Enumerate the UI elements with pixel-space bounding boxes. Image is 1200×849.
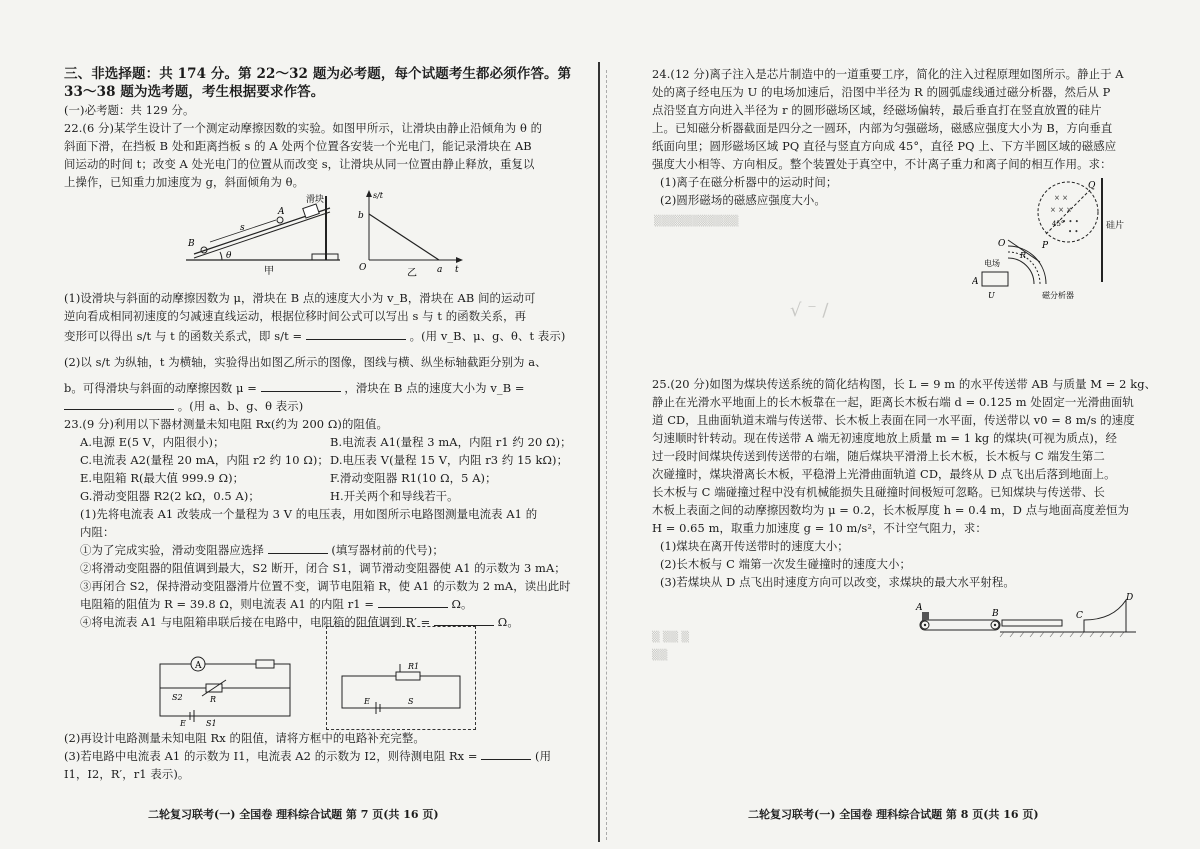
q25-ask-2: (2)长木板与 C 端第一次发生碰撞时的速度大小； [660, 557, 912, 571]
q24-text-6: 强度大小相等、方向相反。整个装置处于真空中，不计离子重力和离子间的相互作用。求： [652, 157, 1112, 171]
efield-label: 电场 [984, 259, 1000, 268]
q24-text-1: 24.(12 分)离子注入是芯片制造中的一道重要工序，简化的注入过程原理如图所示。静止于 A [652, 67, 1124, 81]
q22-part2-3-text: 。(用 a、b、g、θ 表示) [177, 399, 304, 413]
label-D: D [1126, 593, 1134, 603]
label-A: A [278, 207, 285, 217]
q23-item-g: G.滑动变阻器 R2(2 kΩ，0.5 A)； [80, 489, 260, 503]
q23-step1-5: ③再闭合 S2，保持滑动变阻器滑片位置不变，调节电阻箱 R，使 A1 的示数为 2 mA，读出此时 [80, 579, 571, 593]
svg-text:• •: • • [1068, 228, 1079, 236]
svg-text:• • •: • • • [1062, 218, 1079, 226]
bleed-through-mark: √ ⁻ ∕ [790, 300, 829, 321]
q22-part1-2: 逆向看成相同初速度的匀减速直线运动，根据位移时间公式可以写出 s 与 t 的函数关系，再 [64, 309, 527, 323]
q23-step1-3-end: (填写器材前的代号)； [331, 543, 444, 557]
svg-text:× ×: × × [1054, 194, 1068, 202]
label-P: P [1042, 241, 1049, 251]
section-title-line-1: 三、非选择题：共 174 分。第 22～32 题为必考题，每个试题考生都必须作答。第 [64, 66, 572, 82]
fig-jia-caption: 甲 [264, 266, 274, 277]
q23-step1-6 [80, 596, 472, 613]
q22-part2-2-mid: ，滑块在 B 点的速度大小为 v_B = [344, 381, 525, 395]
q23-step3-1-text: (3)若电路中电流表 A1 的示数为 I1，电流表 A2 的示数为 I2，则待测电阻 Rx = [64, 749, 478, 763]
q23-step1-7-text: ④将电流表 A1 与电阻箱串联后接在电路中，电阻箱的阻值调到 R′ = [80, 615, 431, 629]
q23-step1-3 [80, 542, 444, 559]
circuit-diagram-2 [336, 660, 466, 720]
answer-blank[interactable] [378, 596, 448, 608]
bleed-through-text: ▒▒▒▒▒▒▒▒▒▒▒ [654, 216, 739, 227]
q25-text-9: H = 0.65 m，取重力加速度 g = 10 m/s²，不计空气阻力，求： [652, 521, 987, 535]
q24-ask-2: (2)圆形磁场的磁感应强度大小。 [660, 193, 826, 207]
q23-item-d: D.电压表 V(量程 15 V，内阻 r3 约 15 kΩ)； [330, 453, 569, 467]
q23-step1-4: ②将滑动变阻器的阻值调到最大，S2 断开，闭合 S1，调节滑动变阻器使 A1 的示数为 3 mA； [80, 561, 566, 575]
q23-item-f: F.滑动变阻器 R1(10 Ω，5 A)； [330, 471, 497, 485]
answer-blank[interactable] [64, 398, 174, 410]
answer-blank[interactable] [434, 614, 494, 626]
x-axis-label: t [455, 265, 459, 275]
required-heading: (一)必考题：共 129 分。 [64, 103, 195, 117]
q22-part1-1: (1)设滑块与斜面的动摩擦因数为 μ，滑块在 B 点的速度大小为 v_B，滑块在 AB 间的运动可 [64, 291, 536, 305]
conveyor-figure [908, 592, 1148, 642]
q22-part2-2 [64, 380, 525, 397]
answer-blank[interactable] [268, 542, 328, 554]
st-graph [355, 188, 465, 278]
incline-figure [180, 188, 350, 278]
q23-item-e: E.电阻箱 R(最大值 999.9 Ω)； [80, 471, 245, 485]
q22-text-4: 上操作，已知重力加速度为 g，斜面倾角为 θ。 [64, 175, 305, 189]
q25-text-1: 25.(20 分)如图为煤块传送系统的简化结构图，长 L = 9 m 的水平传送带 AB 与质量 M = 2 kg、 [652, 377, 1157, 391]
label-theta: θ [226, 251, 232, 261]
q25-text-7: 长木板与 C 端碰撞过程中没有机械能损失且碰撞时间极短可忽略。已知煤块与传送带、长 [652, 485, 1105, 499]
q25-text-2: 静止在光滑水平地面上的长木板靠在一起，距离长木板右端 d = 0.125 m 处固定一光滑曲面轨 [652, 395, 1134, 409]
q23-step3-2: I1，I2，R′，r1 表示)。 [64, 767, 190, 781]
q22-text-2: 斜面下滑，在挡板 B 处和距离挡板 s 的 A 处两个位置各安装一个光电门，能记录滑块在 AB [64, 139, 532, 153]
q22-part1-3-text: 变形可以得出 s/t 与 t 的函数关系式，即 s/t = [64, 329, 303, 343]
q22-part2-3 [64, 398, 303, 415]
q24-text-2: 处的离子经电压为 U 的电场加速后，沿图中半径为 R 的圆弧虚线通过磁分析器，然后从 P [652, 85, 1111, 99]
q23-step3-1 [64, 748, 551, 765]
label-C: C [1076, 611, 1083, 621]
slider-label: 滑块 [306, 195, 325, 205]
page-footer-right: 二轮复习联考(一) 全国卷 理科综合试题 第 8 页(共 16 页) [748, 808, 1039, 821]
q25-ask-1: (1)煤块在离开传送带时的速度大小； [660, 539, 849, 553]
q24-text-5: 纸面向里；圆形磁场区域 PQ 直径与竖直方向成 45°，直径 PQ 上、下方半圆区域的磁感应 [652, 139, 1117, 153]
q23-step3-1-end: (用 [535, 749, 552, 763]
label-R: R [210, 695, 217, 704]
bleed-through-text-2: ▒ ▒▒ ▒ [652, 632, 690, 643]
q23-item-b: B.电流表 A1(量程 3 mA，内阻 r1 约 20 Ω)； [330, 435, 572, 449]
wafer-label: 硅片 [1106, 221, 1125, 231]
q23-step1-6-end: Ω。 [451, 597, 473, 611]
label-B: B [188, 239, 195, 249]
q25-text-6: 次碰撞时，煤块滑离长木板，平稳滑上光滑曲面轨道 CD，最终从 D 点飞出后落到地面上。 [652, 467, 1116, 481]
q22-part2-1: (2)以 s/t 为纵轴，t 为横轴，实验得出如图乙所示的图像，图线与横、纵坐标轴截距分别为 a、 [64, 355, 547, 369]
circuit-diagram-1 [150, 650, 310, 728]
label-U: U [988, 291, 995, 300]
label-a: a [437, 265, 443, 275]
ion-implant-figure [972, 172, 1142, 302]
label-b: b [358, 211, 364, 221]
q23-item-c: C.电流表 A2(量程 20 mA，内阻 r2 约 10 Ω)； [80, 453, 329, 467]
q25-text-4: 匀速顺时针转动。现在传送带 A 端无初速度地放上质量 m = 1 kg 的煤块(可视为质点)，经 [652, 431, 1117, 445]
q22-part2-2-text: b。可得滑块与斜面的动摩擦因数 μ = [64, 381, 257, 395]
answer-blank[interactable] [261, 380, 341, 392]
label-S2: S2 [172, 693, 183, 702]
q25-text-8: 木板上表面之间的动摩擦因数均为 μ = 0.2，长木板厚度 h = 0.4 m，D 点与地面高度差恒为 [652, 503, 1130, 517]
q23-step2: (2)再设计电路测量未知电阻 Rx 的阻值，请将方框中的电路补充完整。 [64, 731, 425, 745]
analyzer-label: 磁分析器 [1042, 291, 1074, 300]
page-footer-left: 二轮复习联考(一) 全国卷 理科综合试题 第 7 页(共 16 页) [148, 808, 439, 821]
label-O: O [359, 263, 367, 273]
label-A-ion: A [972, 277, 979, 287]
label-R-radius: R [1020, 251, 1027, 260]
label-O: O [998, 239, 1006, 249]
q22-part1-3-end: 。(用 v_B、μ、g、θ、t 表示) [409, 329, 566, 343]
label-S: S [408, 697, 414, 706]
q24-text-4: 上。已知磁分析器截面是四分之一圆环，内部为匀强磁场，磁感应强度大小为 B，方向垂直 [652, 121, 1113, 135]
q25-ask-3: (3)若煤块从 D 点飞出时速度方向可以改变，求煤块的最大水平射程。 [660, 575, 1015, 589]
answer-blank[interactable] [481, 748, 531, 760]
q23-step1-7-end: Ω。 [497, 615, 519, 629]
label-R1: R1 [408, 662, 420, 671]
label-E2: E [364, 697, 370, 706]
label-s: s [240, 223, 245, 233]
q25-text-3: 道 CD，且曲面轨道末端与传送带、长木板上表面在同一水平面，传送带以 v0 = 8 m/s 的速度 [652, 413, 1135, 427]
section-title-line-2: 33～38 题为选考题，考生根据要求作答。 [64, 84, 325, 100]
q22-part1-3 [64, 328, 565, 345]
right-page [600, 0, 1200, 849]
y-axis-label: s/t [373, 191, 384, 200]
q25-text-5: 过一段时间煤块传送到传送带的右端，随后煤块平滑滑上长木板，长木板与 C 端发生第二 [652, 449, 1105, 463]
label-B-belt: B [992, 609, 999, 619]
q23-step1-2: 内阻： [80, 525, 115, 539]
label-A-belt: A [916, 603, 923, 613]
angle-label: 45° [1052, 220, 1065, 228]
q23-step1-1: (1)先将电流表 A1 改装成一个量程为 3 V 的电压表，用如图所示电路图测量电流表 A1 的 [80, 507, 538, 521]
label-E: E [180, 719, 186, 728]
q23-item-a: A.电源 E(5 V，内阻很小)； [80, 435, 225, 449]
q23-item-h: H.开关两个和导线若干。 [330, 489, 459, 503]
q22-text-1: 22.(6 分)某学生设计了一个测定动摩擦因数的实验。如图甲所示，让滑块由静止沿倾角为 θ 的 [64, 121, 543, 135]
bleed-through-text-3: ▒▒ [652, 650, 668, 661]
fig-yi-caption: 乙 [407, 268, 417, 278]
label-S1: S1 [206, 719, 217, 728]
q22-text-3: 间运动的时间 t；改变 A 处光电门的位置从而改变 s，让滑块从同一位置由静止释放，重复以 [64, 157, 535, 171]
label-Q: Q [1088, 181, 1096, 191]
q24-text-3: 点沿竖直方向进入半径为 r 的圆形磁场区域，经磁场偏转，最后垂直打在竖直放置的硅片 [652, 103, 1102, 117]
q24-ask-1: (1)离子在磁分析器中的运动时间； [660, 175, 838, 189]
q23-text-1: 23.(9 分)利用以下器材测量未知电阻 Rx(约为 200 Ω)的阻值。 [64, 417, 388, 431]
svg-text:× × ×: × × × [1050, 206, 1073, 214]
q23-step1-3-text: ①为了完成实验，滑动变阻器应选择 [80, 543, 264, 557]
ammeter-label: A [195, 661, 202, 671]
q23-step1-6-text: 电阻箱的阻值为 R = 39.8 Ω，则电流表 A1 的内阻 r1 = [80, 597, 374, 611]
answer-blank[interactable] [306, 328, 406, 340]
